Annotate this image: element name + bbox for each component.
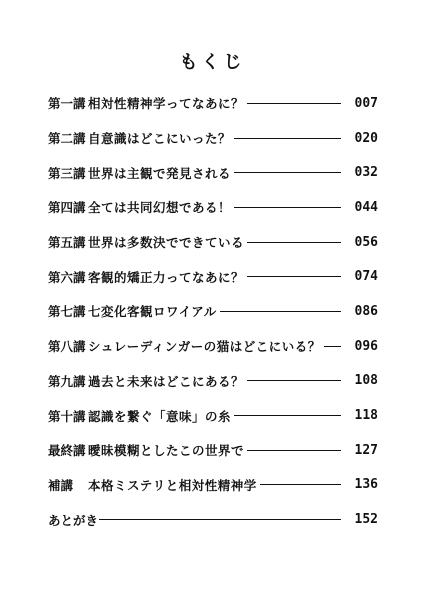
toc-entry-page: 108 (354, 373, 378, 389)
toc-entry-page: 007 (354, 95, 378, 111)
toc-leader-line (99, 519, 341, 520)
toc-entry-afterword[interactable] (48, 502, 378, 537)
toc-entry-label: 第九講 (48, 373, 86, 389)
toc-entry-page: 127 (354, 442, 378, 458)
toc-entry-label: 第五講 (48, 235, 86, 251)
toc-entry-page: 152 (354, 512, 378, 528)
toc-entry-label: 第七講 (48, 304, 86, 320)
toc-entry-2[interactable] (48, 121, 378, 156)
toc-entry-3[interactable] (48, 155, 378, 190)
toc-entry-label: 補講 (48, 477, 74, 493)
page-title: もくじ (179, 52, 246, 73)
toc-entry-title: 認識を繋ぐ「意味」の糸 (88, 408, 232, 424)
toc-entry-6[interactable] (48, 259, 378, 294)
toc-entry-title: 曖昧模糊としたこの世界で (88, 443, 245, 459)
toc-leader-line (220, 311, 341, 312)
toc-entry-page: 096 (354, 338, 378, 354)
toc-entry-page: 020 (354, 130, 378, 146)
toc-entry-label: 第十講 (48, 408, 86, 424)
toc-entry-page: 118 (354, 408, 378, 424)
toc-entry-title: 自意識はどこにいった？ (88, 131, 232, 147)
toc-entry-10[interactable] (48, 398, 378, 433)
toc-leader-line (234, 415, 341, 416)
toc-leader-line (247, 242, 341, 243)
toc-entry-page: 044 (354, 199, 378, 215)
toc-entry-9[interactable] (48, 364, 378, 399)
toc-entry-label: 最終講 (48, 443, 86, 459)
toc-entry-page: 086 (354, 303, 378, 319)
toc-entry-5[interactable] (48, 225, 378, 260)
toc-entry-label: 第六講 (48, 269, 86, 285)
toc-entry-page: 056 (354, 234, 378, 250)
toc-entry-title: 全ては共同幻想である！ (88, 200, 232, 216)
toc-entry-label: 第二講 (48, 131, 86, 147)
toc-entry-title: 七変化客観ロワイアル (88, 304, 217, 320)
toc-entry-title: 相対性精神学ってなあに？ (88, 96, 245, 112)
toc-entry-label: あとがき (48, 512, 99, 528)
toc-leader-line (260, 484, 341, 485)
toc-entry-title: 世界は主観で発見される (88, 165, 232, 181)
toc-entry-page: 074 (354, 269, 378, 285)
table-of-contents (48, 86, 378, 537)
toc-leader-line (247, 380, 341, 381)
toc-entry-label: 第八講 (48, 339, 86, 355)
toc-leader-line (324, 346, 341, 347)
toc-leader-line (234, 172, 341, 173)
toc-entry-title: 本格ミステリと相対性精神学 (88, 477, 257, 493)
toc-entry-7[interactable] (48, 294, 378, 329)
toc-entry-4[interactable] (48, 190, 378, 225)
toc-leader-line (234, 138, 341, 139)
toc-entry-1[interactable] (48, 86, 378, 121)
toc-entry-title: 客観的矯正力ってなあに？ (88, 269, 245, 285)
toc-leader-line (247, 103, 341, 104)
toc-entry-8[interactable] (48, 329, 378, 364)
toc-entry-label: 第四講 (48, 200, 86, 216)
toc-leader-line (247, 276, 341, 277)
toc-leader-line (234, 207, 341, 208)
toc-leader-line (247, 450, 341, 451)
toc-entry-title: シュレーディンガーの猫はどこにいる？ (88, 339, 321, 355)
toc-entry-page: 032 (354, 165, 378, 181)
toc-entry-title: 世界は多数決でできている (88, 235, 245, 251)
toc-entry-label: 第一講 (48, 96, 86, 112)
toc-entry-11[interactable] (48, 433, 378, 468)
toc-entry-page: 136 (354, 477, 378, 493)
toc-entry-label: 第三講 (48, 165, 86, 181)
toc-entry-title: 過去と未来はどこにある？ (88, 373, 245, 389)
toc-entry-12[interactable] (48, 468, 378, 503)
